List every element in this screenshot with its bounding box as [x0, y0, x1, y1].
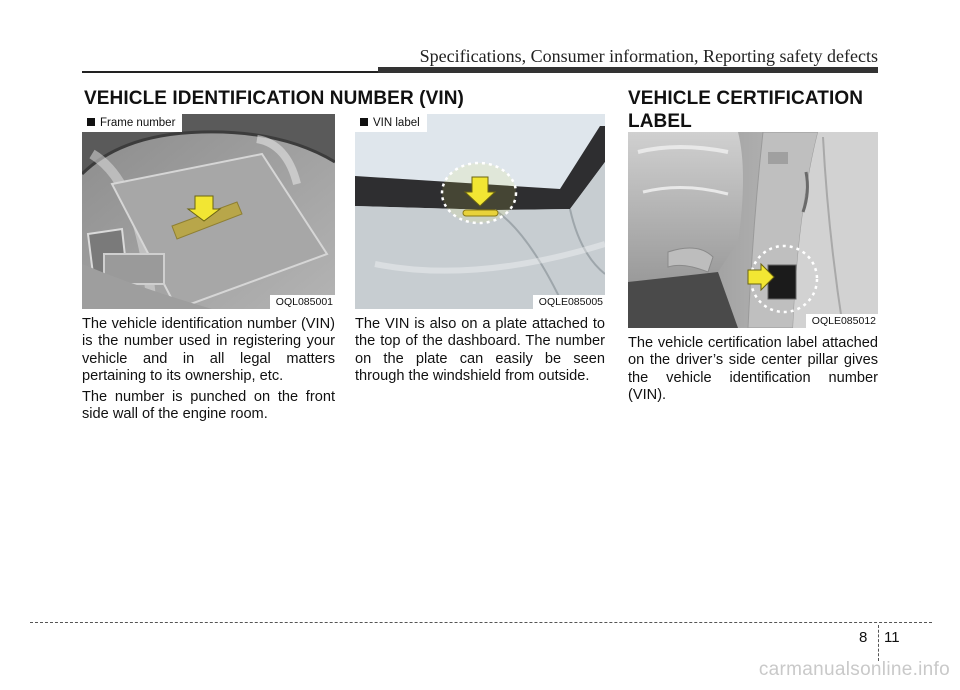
vin-paragraph-2: The number is punched on the front side wall of the engine room.: [82, 389, 335, 423]
vin-section-title: VEHICLE IDENTIFICATION NUMBER (VIN): [84, 88, 464, 109]
vin-label-figure: [355, 114, 605, 309]
cert-section-title: VEHICLE CERTIFICATION LABEL: [628, 88, 864, 132]
vin-paragraph-1: The vehicle identification number (VIN) is the number used in registering your vehicle and in all legal matters pertaining to its ownership, etc.: [82, 316, 335, 385]
page-number-separator: [878, 625, 879, 661]
header-title: Specifications, Consumer information, Reporting safety defects: [419, 46, 878, 66]
engine-room-illustration: [82, 114, 335, 309]
footer-rule: [30, 622, 932, 623]
header-bar: [378, 67, 878, 73]
page-number: 11: [884, 629, 900, 646]
figure-tag-label: Frame number: [100, 117, 176, 129]
figure-tag: [82, 114, 182, 132]
door-pillar-illustration: [628, 132, 878, 328]
figure-tag-label: VIN label: [373, 117, 420, 129]
vin-paragraph-3: The VIN is also on a plate attached to the top of the dashboard. The number on the plate can easily be seen through the windshield from outside.: [355, 316, 605, 385]
frame-number-figure: [82, 114, 335, 309]
figure-tag: [355, 114, 427, 132]
chapter-number: 8: [859, 629, 868, 646]
certification-label-figure: [628, 132, 878, 328]
figure-code: OQLE085005: [533, 295, 605, 309]
watermark: carmanualsonline.info: [758, 659, 950, 680]
dashboard-illustration: [355, 114, 605, 309]
figure-code: OQLE085012: [806, 314, 878, 328]
bullet-square-icon: [360, 118, 368, 126]
cert-paragraph: The vehicle certification label attached on the driver’s side center pillar gives the vehicle identification number (VIN).: [628, 335, 878, 404]
figure-code: OQL085001: [270, 295, 335, 309]
bullet-square-icon: [87, 118, 95, 126]
